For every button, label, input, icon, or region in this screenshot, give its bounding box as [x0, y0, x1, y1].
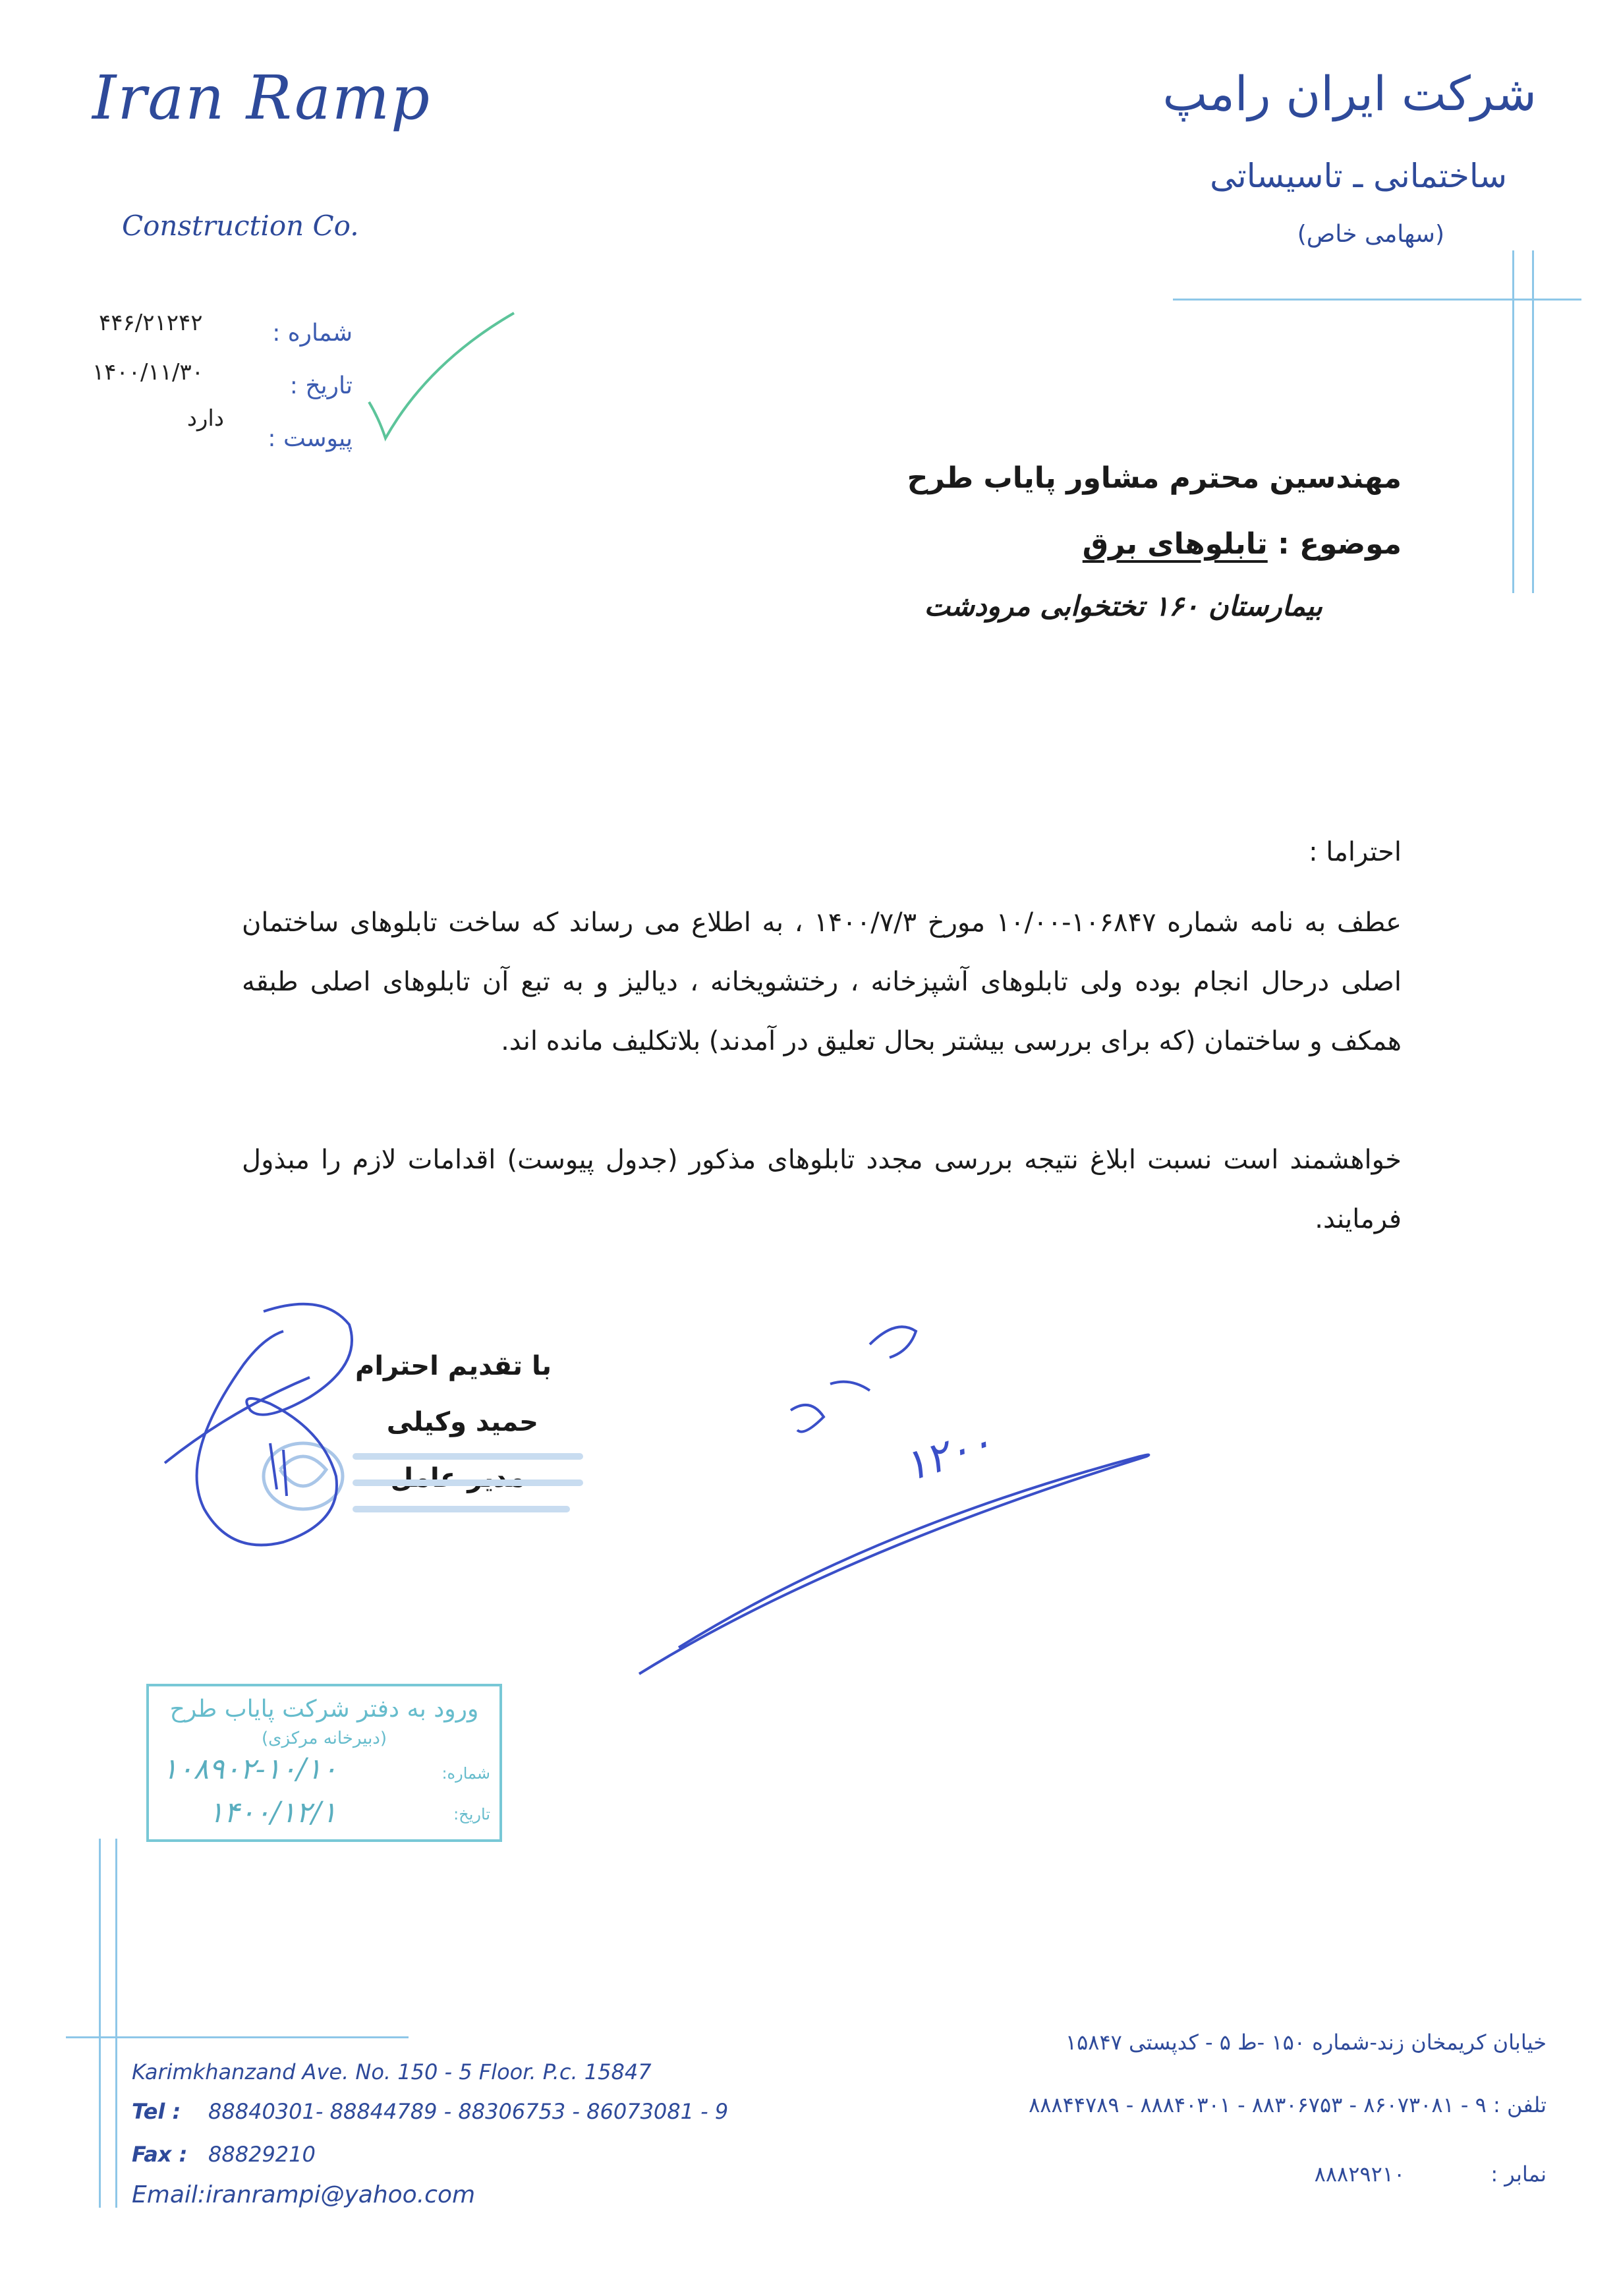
subject-label: موضوع :: [1278, 527, 1402, 561]
addressee: مهندسین محترم مشاور پایاب طرح: [907, 461, 1402, 495]
footer-line-left-horizontal: [66, 2036, 409, 2038]
footer-address-fa: خیابان کریمخان زند-شماره ۱۵۰ -ط ۵ - کدپستی ۱۵۸۴۷: [1065, 2030, 1547, 2055]
closing: با تقدیم احترام: [355, 1351, 552, 1381]
stamp-number-value: ۱۰۸۹۰۲-۱۰/۱۰: [162, 1752, 338, 1786]
stamp-date-label: تاریخ:: [453, 1805, 490, 1823]
logo-persian-company-type: (سهامی خاص): [1297, 221, 1444, 248]
footer-tel-label-fa: تلفن :: [1493, 2092, 1547, 2117]
footer-tel-fa-line: [1029, 2092, 1547, 2117]
number-value: ۴۴۶/۲۱۲۴۲: [99, 310, 203, 336]
footer-email-en[interactable]: Email:iranrampi@yahoo.com: [132, 2181, 476, 2208]
footer-line-left-vertical-b: [115, 1839, 117, 2208]
handwritten-signature: [152, 1292, 455, 1568]
signer-name: حمید وکیلی: [386, 1407, 538, 1437]
footer-tel-fa: ۹ - ۸۶۰۷۳۰۸۱ - ۸۸۳۰۶۷۵۳ - ۸۸۸۴۰۳۰۱ - ۸۸۸۴۴۷۸۹: [1029, 2092, 1487, 2117]
footer-fax-fa: ۸۸۸۲۹۲۱۰: [1314, 2162, 1406, 2187]
logo-persian: شرکت ایران رامپ: [1162, 66, 1537, 121]
footer-fax-label-fa: نمابر :: [1491, 2162, 1547, 2187]
receipt-stamp: [146, 1684, 502, 1842]
letterhead-line-right-vertical-a: [1512, 250, 1514, 593]
date-label: تاریخ :: [289, 372, 353, 399]
handwritten-note: ۱۲۰۰: [897, 1417, 999, 1492]
greeting: احتراما :: [1309, 837, 1402, 867]
logo-english-subtitle: Construction Co.: [122, 210, 359, 242]
footer-address-en: Karimkhanzand Ave. No. 150 - 5 Floor. P.c. 15847: [132, 2059, 652, 2084]
project-name: بیمارستان ۱۶۰ تختخوابی مرودشت: [924, 590, 1322, 622]
stamp-title: ورود به دفتر شرکت پایاب طرح: [169, 1696, 479, 1723]
footer-tel-en: 88840301- 88844789 - 88306753 - 86073081 - 9: [208, 2099, 729, 2124]
footer-fax-en: 88829210: [208, 2142, 316, 2167]
signer-title: مدیر عامل: [390, 1463, 525, 1493]
handwritten-note-scribble: [633, 1278, 1173, 1687]
footer-tel-label-en: Tel :: [132, 2099, 181, 2124]
paragraph-1: عطف به نامه شماره ۱۰۶۸۴۷-۱۰/۰۰ مورخ ۱۴۰۰/۷/۳ ، به اطلاع می رساند که ساخت تابلوهای ساختمان اصلی درحال انجام بوده ولی تابلوهای آشپزخانه ، رختشویخانه ، دیالیز و به تبع آن تابلوهای اصلی طبقه همکف و ساختمان (که برای بررسی بیشتر بحال تعلیق در آمدند) بلاتکلیف مانده اند.: [242, 907, 1402, 1056]
stamp-date-value: ۱۴۰۰/۱۲/۱: [208, 1796, 337, 1829]
stamp-number-label: شماره:: [441, 1764, 490, 1783]
paragraph-2: خواهشمند است نسبت ابلاغ نتیجه بررسی مجدد تابلوهای مذکور (جدول پیوست) اقدامات لازم را مبذول فرمایند.: [242, 1145, 1402, 1234]
footer-fax-fa-line: [1315, 2162, 1547, 2187]
subject-value: تابلوهای برق: [1082, 527, 1268, 561]
footer-line-left-vertical-a: [99, 1839, 101, 2208]
logo-english: Iran Ramp: [92, 63, 432, 133]
letterhead-line-right-horizontal: [1173, 299, 1581, 301]
attachment-label: پیوست :: [268, 425, 353, 452]
subject-line: [1083, 527, 1402, 561]
number-label: شماره :: [272, 320, 353, 347]
letterhead-line-right-vertical-b: [1532, 250, 1534, 593]
date-value: ۱۴۰۰/۱۱/۳۰: [92, 359, 204, 386]
check-mark-icon: [356, 303, 527, 448]
footer-fax-label-en: Fax :: [132, 2142, 188, 2167]
attachment-value: دارد: [186, 405, 224, 432]
logo-persian-subtitle: ساختمانی ـ تاسیساتی: [1210, 157, 1507, 195]
stamp-subtitle: (دبیرخانه مرکزی): [261, 1729, 387, 1748]
